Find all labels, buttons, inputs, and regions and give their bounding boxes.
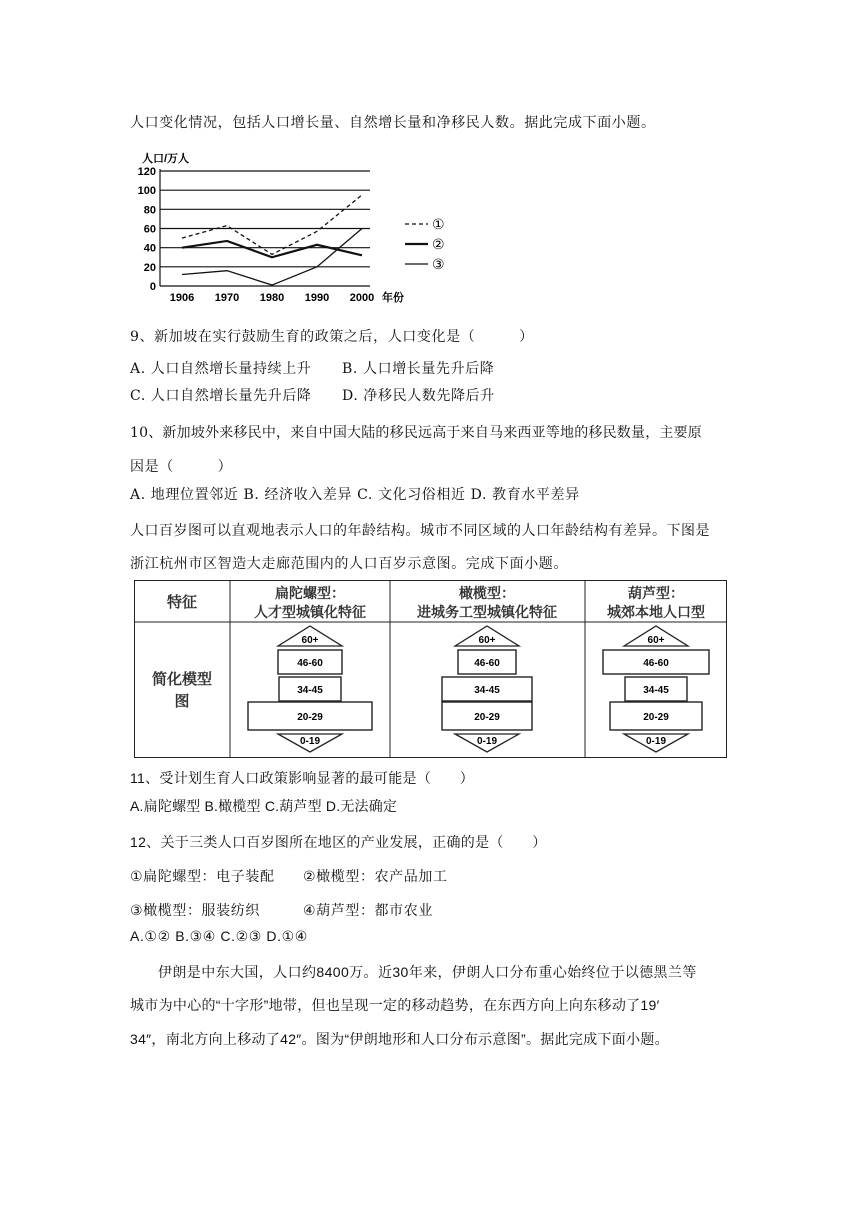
type1-name: 扁陀螺型：: [275, 586, 345, 602]
type1-desc: 人才型城镇化特征: [254, 605, 366, 621]
q11-options: A.扁陀螺型 B.橄榄型 C.葫芦型 D.无法确定: [130, 798, 398, 814]
y-tick-label: 100: [137, 185, 156, 198]
passage3-line2: 城市为中心的“十字形”地带，但也呈现一定的移动趋势，在东西方向上向东移动了19′: [130, 997, 660, 1013]
legend-label-1: ①: [432, 217, 445, 233]
q9-option-b: B. 人口增长量先升后降: [342, 361, 495, 377]
q10-stem-line2: 因是（ ）: [130, 459, 233, 475]
pyramid-model-olive: [442, 626, 532, 752]
band-label: 46-60: [297, 658, 323, 669]
q9-stem: 9、新加坡在实行鼓励生育的政策之后，人口变化是（ ）: [130, 329, 534, 345]
band-label: 60+: [478, 635, 496, 646]
series-line-1: [182, 195, 362, 254]
x-tick-label: 2000: [349, 292, 375, 304]
y-tick-label: 40: [143, 242, 156, 255]
x-axis-label: 年份: [382, 292, 404, 304]
band-label: 46-60: [643, 658, 669, 669]
age-pyramid-table: [134, 580, 728, 760]
band-label: 0-19: [645, 736, 667, 747]
y-tick-label: 120: [137, 166, 156, 178]
q10-options: A. 地理位置邻近 B. 经济收入差异 C. 文化习俗相近 D. 教育水平差异: [130, 487, 580, 503]
x-tick-label: 1990: [304, 292, 330, 304]
legend-label-2: ②: [432, 237, 445, 253]
band-label: 34-45: [643, 685, 669, 696]
passage2-line1: 人口百岁图可以直观地表示人口的年龄结构。城市不同区域的人口年龄结构有差异。下图是: [130, 523, 710, 539]
population-line-chart: [130, 150, 460, 308]
y-axis-label: 人口/万人: [142, 153, 190, 165]
band-label: 34-45: [474, 685, 500, 696]
q9-option-d: D. 净移民人数先降后升: [342, 388, 495, 404]
x-tick-label: 1970: [214, 292, 240, 304]
y-tick-label: 60: [143, 223, 156, 236]
band-label: 20-29: [297, 712, 323, 723]
pyramid-model-gourd: [603, 626, 709, 752]
q12-options: A.①② B.③④ C.②③ D.①④: [130, 928, 308, 944]
band-label: 20-29: [643, 712, 669, 723]
q12-item2: ②橄榄型：农产品加工: [303, 868, 448, 884]
q10-stem-line1: 10、新加坡外来移民中，来自中国大陆的移民远高于来自马来西亚等地的移民数量，主要原: [130, 425, 703, 441]
y-tick-label: 80: [143, 204, 156, 217]
passage3-line1: 伊朗是中东大国，人口约8400万。近30年来，伊朗人口分布重心始终位于以德黑兰等: [158, 964, 697, 980]
band-label: 0-19: [476, 736, 498, 747]
header-feature: 特征: [166, 593, 198, 611]
band-label: 60+: [301, 635, 319, 646]
y-tick-label: 0: [149, 281, 156, 293]
legend-label-3: ③: [432, 257, 445, 273]
pyramid-model-flat-top: [248, 626, 372, 752]
type2-desc: 进城务工型城镇化特征: [417, 605, 557, 621]
x-tick-label: 1906: [169, 292, 195, 304]
q12-item3: ③橄榄型：服装纺织: [130, 902, 260, 918]
q12-stem: 12、关于三类人口百岁图所在地区的产业发展，正确的是（ ）: [130, 834, 547, 850]
band-label: 20-29: [474, 712, 500, 723]
q12-item1: ①扁陀螺型：电子装配: [130, 868, 275, 884]
intro-text: 人口变化情况，包括人口增长量、自然增长量和净移民人数。据此完成下面小题。: [130, 115, 656, 131]
band-label: 34-45: [297, 685, 323, 696]
band-label: 46-60: [474, 658, 500, 669]
passage2-line2: 浙江杭州市区智造大走廊范围内的人口百岁示意图。完成下面小题。: [130, 556, 568, 572]
q9-option-a: A. 人口自然增长量持续上升: [130, 361, 312, 377]
row-label-line1: 简化模型: [151, 670, 213, 688]
x-tick-label: 1980: [259, 292, 285, 304]
q11-stem: 11、受计划生育人口政策影响显著的最可能是（ ）: [130, 770, 475, 786]
type3-name: 葫芦型：: [628, 586, 684, 602]
q9-option-c: C. 人口自然增长量先升后降: [130, 388, 312, 404]
passage3-line3: 34″，南北方向上移动了42″。图为“伊朗地形和人口分布示意图”。据此完成下面小题。: [130, 1031, 669, 1047]
band-label: 60+: [647, 635, 665, 646]
y-tick-label: 20: [143, 261, 156, 274]
band-label: 0-19: [299, 736, 321, 747]
row-label-line2: 图: [174, 692, 190, 710]
type3-desc: 城郊本地人口型: [607, 605, 705, 621]
q12-item4: ④葫芦型：都市农业: [303, 902, 433, 918]
type2-name: 橄榄型：: [459, 586, 515, 602]
